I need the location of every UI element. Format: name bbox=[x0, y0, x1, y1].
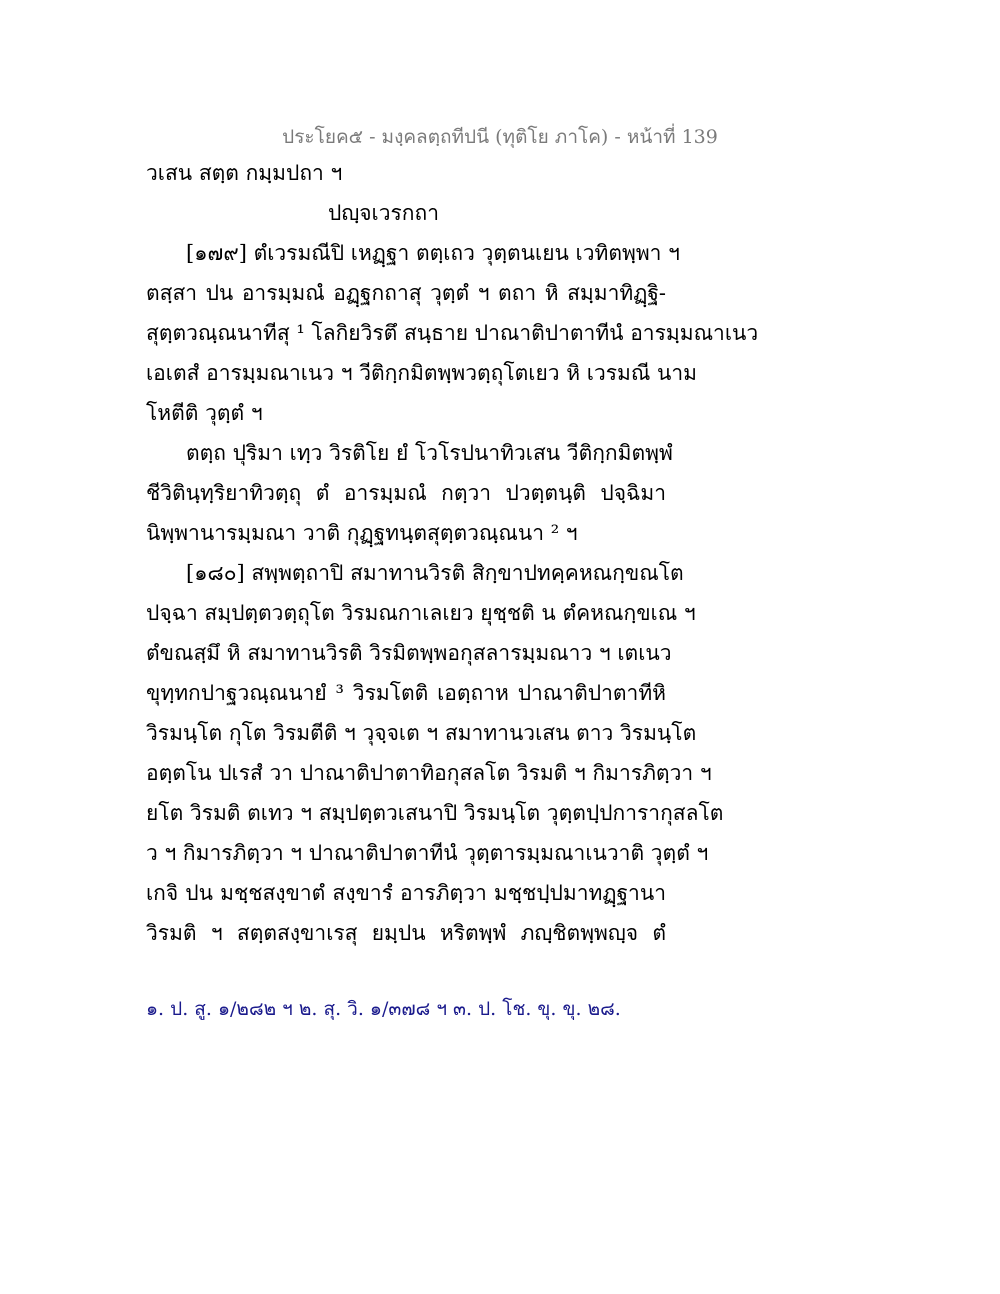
text-line: วิรมนฺโต กุโต วิรมตีติ ฯ วุจฺจเต ฯ สมาทานวเสน ตาว วิรมนฺโต bbox=[146, 721, 697, 745]
text-line: อตฺตโน ปเรสํ วา ปาณาติปาตาทิอกุสลโต วิรมติ ฯ กิมารภิตฺวา ฯ bbox=[146, 761, 712, 785]
text-line: ขุทฺทกปาฐวณฺณนายํ ³ วิรมโตติ เอตฺถาห ปาณาติปาตาทีหิ bbox=[146, 681, 666, 705]
text-line: ยโต วิรมติ ตเทว ฯ สมฺปตฺตวเสนาปิ วิรมนฺโต วุตฺตปฺปการากุสลโต bbox=[146, 801, 724, 825]
text-line: [๑๘๐] สพฺพตฺถาปิ สมาทานวิรติ สิกฺขาปทคฺคหณกฺขณโต bbox=[186, 561, 684, 585]
text-line: ปจฺฉา สมฺปตฺตวตฺถุโต วิรมณกาเลเยว ยุชฺชติ น ตํคหณกฺขเณ ฯ bbox=[146, 601, 696, 625]
text-line: โหตีติ วุตฺตํ ฯ bbox=[146, 401, 263, 425]
text-line: ชีวิตินฺทฺริยาทิวตฺถุ ตํ อารมฺมณํ กตฺวา ปวตฺตนฺติ ปจฺฉิมา bbox=[146, 481, 666, 505]
footnote: ๑. ป. สู. ๑/๒๘๒ ฯ ๒. สุ. วิ. ๑/๓๗๘ ฯ ๓. ป. โช. ขุ. ขุ. ๒๘. bbox=[146, 998, 621, 1020]
text-line: วิรมติ ฯ สตฺตสงฺขาเรสุ ยมฺปน หริตพฺพํ ภญฺชิตพฺพญฺจ ตํ bbox=[146, 921, 666, 945]
text-line: ตสฺสา ปน อารมฺมณํ อฏฺฐกถาสุ วุตฺตํ ฯ ตถา หิ สมฺมาทิฏฺฐิ- bbox=[146, 281, 666, 305]
text-line: นิพฺพานารมฺมณา วาติ กุฏฺฐทนฺตสุตฺตวณฺณนา ² ฯ bbox=[146, 521, 578, 545]
page-header: ประโยค๕ - มงฺคลตฺถทีปนี (ทุติโย ภาโค) - หน้าที่ 139 bbox=[282, 126, 718, 148]
text-line: เอเตสํ อารมฺมณาเนว ฯ วีติกฺกมิตพฺพวตฺถุโตเยว หิ เวรมณี นาม bbox=[146, 361, 698, 385]
text-line: ว ฯ กิมารภิตฺวา ฯ ปาณาติปาตาทีนํ วุตฺตารมฺมณาเนวาติ วุตฺตํ ฯ bbox=[146, 841, 709, 865]
text-line: สุตฺตวณฺณนาทีสุ ¹ โลกิยวิรตึ สนฺธาย ปาณาติปาตาทีนํ อารมฺมณาเนว bbox=[146, 321, 759, 345]
section-heading: ปญฺจเวรกถา bbox=[328, 201, 439, 225]
text-line: ตตฺถ ปุริมา เทฺว วิรติโย ยํ โวโรปนาทิวเสน วีติกฺกมิตพฺพํ bbox=[186, 441, 673, 465]
text-line: วเสน สตฺต กมฺมปถา ฯ bbox=[146, 161, 343, 185]
text-line: ตํขณสฺมึ หิ สมาทานวิรติ วิรมิตพฺพอกุสลารมฺมณาว ฯ เตเนว bbox=[146, 641, 672, 665]
text-line: เกจิ ปน มชฺชสงฺขาตํ สงฺขารํ อารภิตฺวา มชฺชปฺปมาทฏฺฐานา bbox=[146, 881, 666, 905]
text-line: [๑๗๙] ตํเวรมณีปิ เหฏฺฐา ตตฺเถว วุตฺตนเยน เวทิตพฺพา ฯ bbox=[186, 241, 680, 265]
